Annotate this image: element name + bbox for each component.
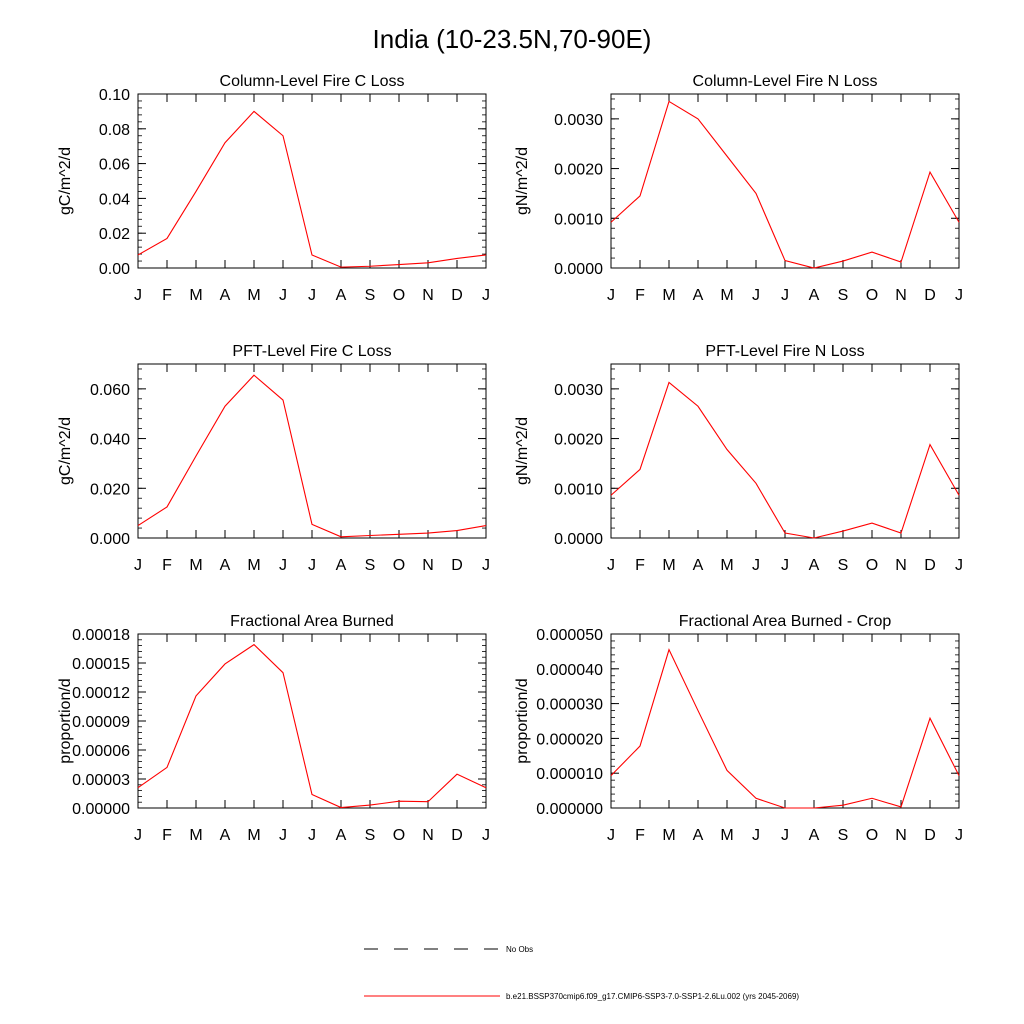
x-tick-label: J	[308, 557, 316, 574]
series-line	[611, 650, 959, 808]
x-tick-label: M	[720, 287, 734, 304]
x-tick-label: J	[279, 827, 287, 844]
x-tick-label: F	[635, 557, 645, 574]
legend	[364, 945, 799, 1001]
x-tick-label: O	[392, 287, 406, 304]
x-tick-label: J	[752, 287, 760, 304]
y-tick-label: 0.0000	[554, 261, 603, 278]
y-tick-label: 0.10	[98, 87, 130, 104]
x-tick-label: S	[364, 827, 376, 844]
x-tick-label: J	[308, 827, 316, 844]
x-tick-label: D	[924, 557, 936, 574]
x-tick-label: F	[162, 827, 172, 844]
panel-title: Fractional Area Burned - Crop	[678, 613, 892, 630]
panel-4	[514, 343, 963, 574]
x-tick-label: S	[837, 287, 849, 304]
x-tick-label: J	[752, 827, 760, 844]
series-line	[611, 382, 959, 538]
x-tick-label: J	[607, 827, 615, 844]
x-tick-label: A	[692, 557, 704, 574]
x-tick-label: O	[865, 287, 879, 304]
x-tick-label: M	[189, 287, 203, 304]
x-tick-label: M	[189, 827, 203, 844]
x-tick-label: N	[895, 827, 907, 844]
x-tick-label: J	[781, 557, 789, 574]
y-tick-label: 0.000030	[536, 696, 603, 714]
plot-frame	[611, 634, 959, 808]
x-tick-label: M	[662, 557, 676, 574]
x-tick-label: J	[308, 287, 316, 304]
x-tick-label: M	[189, 557, 203, 574]
x-tick-label: J	[781, 287, 789, 304]
x-tick-label: J	[279, 287, 287, 304]
y-tick-label: 0.00006	[72, 743, 130, 760]
y-tick-label: 0.00015	[72, 656, 130, 673]
x-tick-label: S	[364, 557, 376, 574]
y-tick-label: 0.060	[89, 381, 130, 399]
x-tick-label: S	[364, 287, 376, 304]
y-tick-label: 0.000	[89, 531, 130, 548]
x-tick-label: J	[482, 287, 490, 304]
y-tick-label: 0.0020	[554, 161, 603, 179]
x-tick-label: A	[335, 287, 347, 304]
y-tick-label: 0.000040	[536, 661, 603, 679]
x-tick-label: M	[720, 827, 734, 844]
x-tick-label: M	[662, 827, 676, 844]
x-tick-label: F	[635, 827, 645, 844]
x-tick-label: J	[955, 827, 963, 844]
y-tick-label: 0.04	[98, 191, 130, 209]
plot-frame	[138, 94, 486, 268]
plot-frame	[611, 364, 959, 538]
x-tick-label: N	[422, 827, 434, 844]
figure-title: India (10-23.5N,70-90E)	[372, 24, 652, 54]
y-tick-label: 0.0030	[554, 111, 603, 129]
panel-title: PFT-Level Fire N Loss	[705, 343, 865, 360]
y-tick-label: 0.02	[98, 226, 130, 244]
y-tick-label: 0.0010	[554, 481, 603, 499]
x-tick-label: J	[134, 557, 142, 574]
x-tick-label: A	[808, 557, 820, 574]
y-tick-label: 0.0020	[554, 431, 603, 449]
y-axis-label: proportion/d	[514, 678, 531, 764]
x-tick-label: J	[752, 557, 760, 574]
x-tick-label: J	[279, 557, 287, 574]
panel-title: PFT-Level Fire C Loss	[232, 343, 392, 360]
x-tick-label: J	[607, 557, 615, 574]
x-tick-label: S	[837, 827, 849, 844]
y-tick-label: 0.00	[98, 261, 130, 278]
y-tick-label: 0.000010	[536, 766, 603, 784]
y-tick-label: 0.00000	[72, 801, 130, 818]
x-tick-label: M	[247, 827, 261, 844]
series-line	[138, 111, 486, 267]
x-tick-label: A	[219, 557, 231, 574]
series-line	[138, 645, 486, 808]
x-tick-label: A	[219, 827, 231, 844]
panel-5	[57, 613, 490, 844]
x-tick-label: O	[865, 557, 879, 574]
panels	[57, 73, 963, 844]
x-tick-label: O	[392, 557, 406, 574]
x-tick-label: F	[162, 557, 172, 574]
x-tick-label: D	[451, 827, 463, 844]
x-tick-label: N	[422, 557, 434, 574]
panel-title: Column-Level Fire C Loss	[219, 73, 405, 90]
x-tick-label: M	[247, 287, 261, 304]
x-tick-label: J	[955, 287, 963, 304]
x-tick-label: A	[335, 827, 347, 844]
series-line	[138, 375, 486, 537]
y-tick-label: 0.00009	[72, 714, 130, 731]
x-tick-label: S	[837, 557, 849, 574]
x-tick-label: J	[607, 287, 615, 304]
x-tick-label: D	[451, 557, 463, 574]
x-tick-label: F	[635, 287, 645, 304]
y-tick-label: 0.020	[89, 481, 130, 499]
x-tick-label: N	[895, 557, 907, 574]
x-tick-label: D	[924, 827, 936, 844]
y-tick-label: 0.000000	[536, 801, 603, 818]
y-tick-label: 0.06	[98, 156, 130, 174]
x-tick-label: J	[482, 557, 490, 574]
x-tick-label: J	[134, 287, 142, 304]
x-tick-label: O	[865, 827, 879, 844]
y-tick-label: 0.08	[98, 121, 130, 139]
x-tick-label: M	[247, 557, 261, 574]
panel-1	[57, 73, 490, 304]
series-line	[611, 101, 959, 268]
x-tick-label: F	[162, 287, 172, 304]
plot-frame	[138, 364, 486, 538]
x-tick-label: A	[808, 287, 820, 304]
x-tick-label: D	[451, 287, 463, 304]
y-tick-label: 0.0000	[554, 531, 603, 548]
panel-title: Fractional Area Burned	[230, 613, 394, 630]
y-tick-label: 0.0010	[554, 211, 603, 229]
y-axis-label: proportion/d	[57, 678, 74, 764]
x-tick-label: A	[219, 287, 231, 304]
x-tick-label: A	[335, 557, 347, 574]
x-tick-label: N	[422, 287, 434, 304]
x-tick-label: O	[392, 827, 406, 844]
y-tick-label: 0.0030	[554, 381, 603, 399]
x-tick-label: N	[895, 287, 907, 304]
y-axis-label: gN/m^2/d	[514, 417, 531, 485]
x-tick-label: M	[720, 557, 734, 574]
x-tick-label: M	[662, 287, 676, 304]
x-tick-label: J	[134, 827, 142, 844]
panel-title: Column-Level Fire N Loss	[692, 73, 878, 90]
panel-6	[514, 613, 963, 844]
y-tick-label: 0.000020	[536, 731, 603, 749]
x-tick-label: J	[482, 827, 490, 844]
x-tick-label: A	[692, 287, 704, 304]
panel-2	[514, 73, 963, 304]
legend-label-2: b.e21.BSSP370cmip6.f09_g17.CMIP6-SSP3-7.0-SSP1-2.6Lu.002 (yrs 2045-2069)	[506, 992, 800, 1001]
y-tick-label: 0.000050	[536, 627, 603, 644]
legend-label-1: No Obs	[506, 945, 534, 954]
x-tick-label: A	[808, 827, 820, 844]
x-tick-label: J	[781, 827, 789, 844]
x-tick-label: D	[924, 287, 936, 304]
y-tick-label: 0.040	[89, 431, 130, 449]
y-axis-label: gC/m^2/d	[57, 417, 74, 485]
x-tick-label: A	[692, 827, 704, 844]
y-tick-label: 0.00012	[72, 685, 130, 702]
y-tick-label: 0.00018	[72, 627, 130, 644]
plot-frame	[138, 634, 486, 808]
y-axis-label: gN/m^2/d	[514, 147, 531, 215]
y-axis-label: gC/m^2/d	[57, 147, 74, 215]
y-tick-label: 0.00003	[72, 772, 130, 789]
x-tick-label: J	[955, 557, 963, 574]
panel-3	[57, 343, 490, 574]
